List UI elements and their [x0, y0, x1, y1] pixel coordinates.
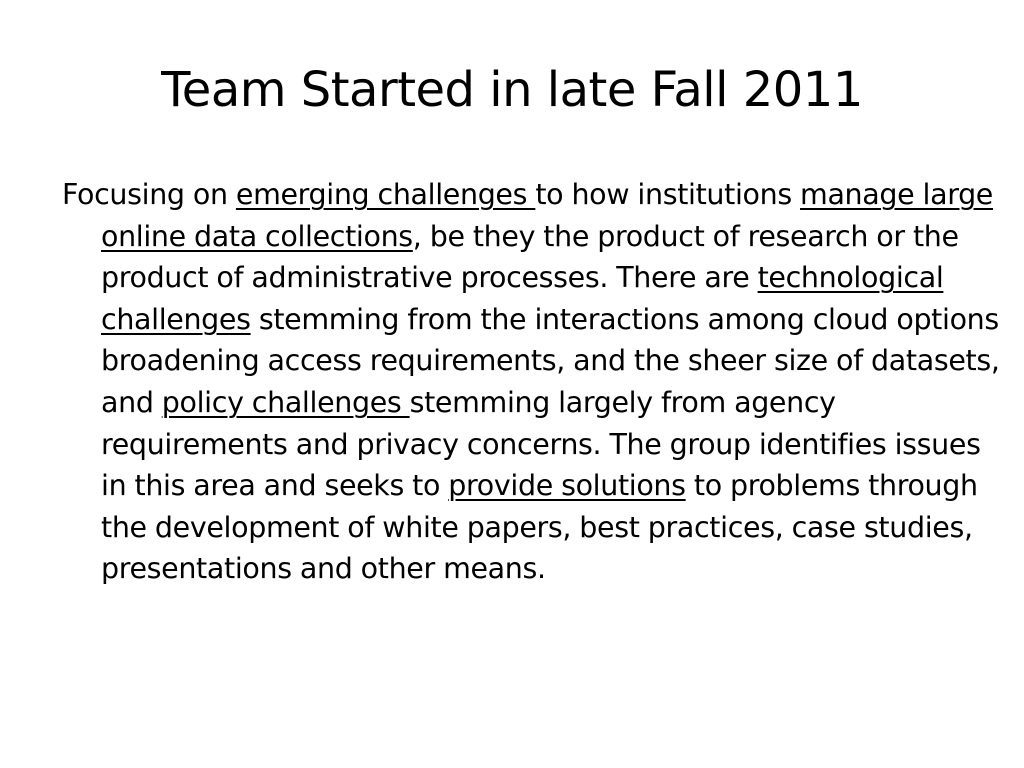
paragraph-text: to problems through the development of white papers, best practices, case studies, presentations and other means.	[101, 469, 978, 586]
paragraph-text: to how institutions	[535, 178, 801, 211]
slide-body-paragraph	[62, 174, 1001, 590]
underlined-phrase-policy-challenges: policy challenges	[161, 385, 410, 419]
paragraph-text: stemming from the interactions among cloud options broadening access requirements, and the sheer size of datasets, and	[101, 302, 1000, 419]
paragraph-text: stemming largely from agency requirements and privacy concerns. The group identifies issues in this area and seeks to	[101, 385, 981, 503]
underlined-phrase-manage-data-collections: manage large online data collections	[101, 178, 993, 253]
underlined-phrase-provide-solutions: provide solutions	[448, 469, 686, 503]
underlined-phrase-technological-challenges: technological challenges	[101, 261, 944, 336]
paragraph-text: , be they the product of research or the product of administrative processes. There are	[101, 219, 959, 295]
slide-title: Team Started in late Fall 2011	[161, 62, 863, 118]
underlined-phrase-emerging-challenges: emerging challenges	[235, 178, 536, 211]
paragraph-text: Focusing on	[62, 178, 236, 211]
